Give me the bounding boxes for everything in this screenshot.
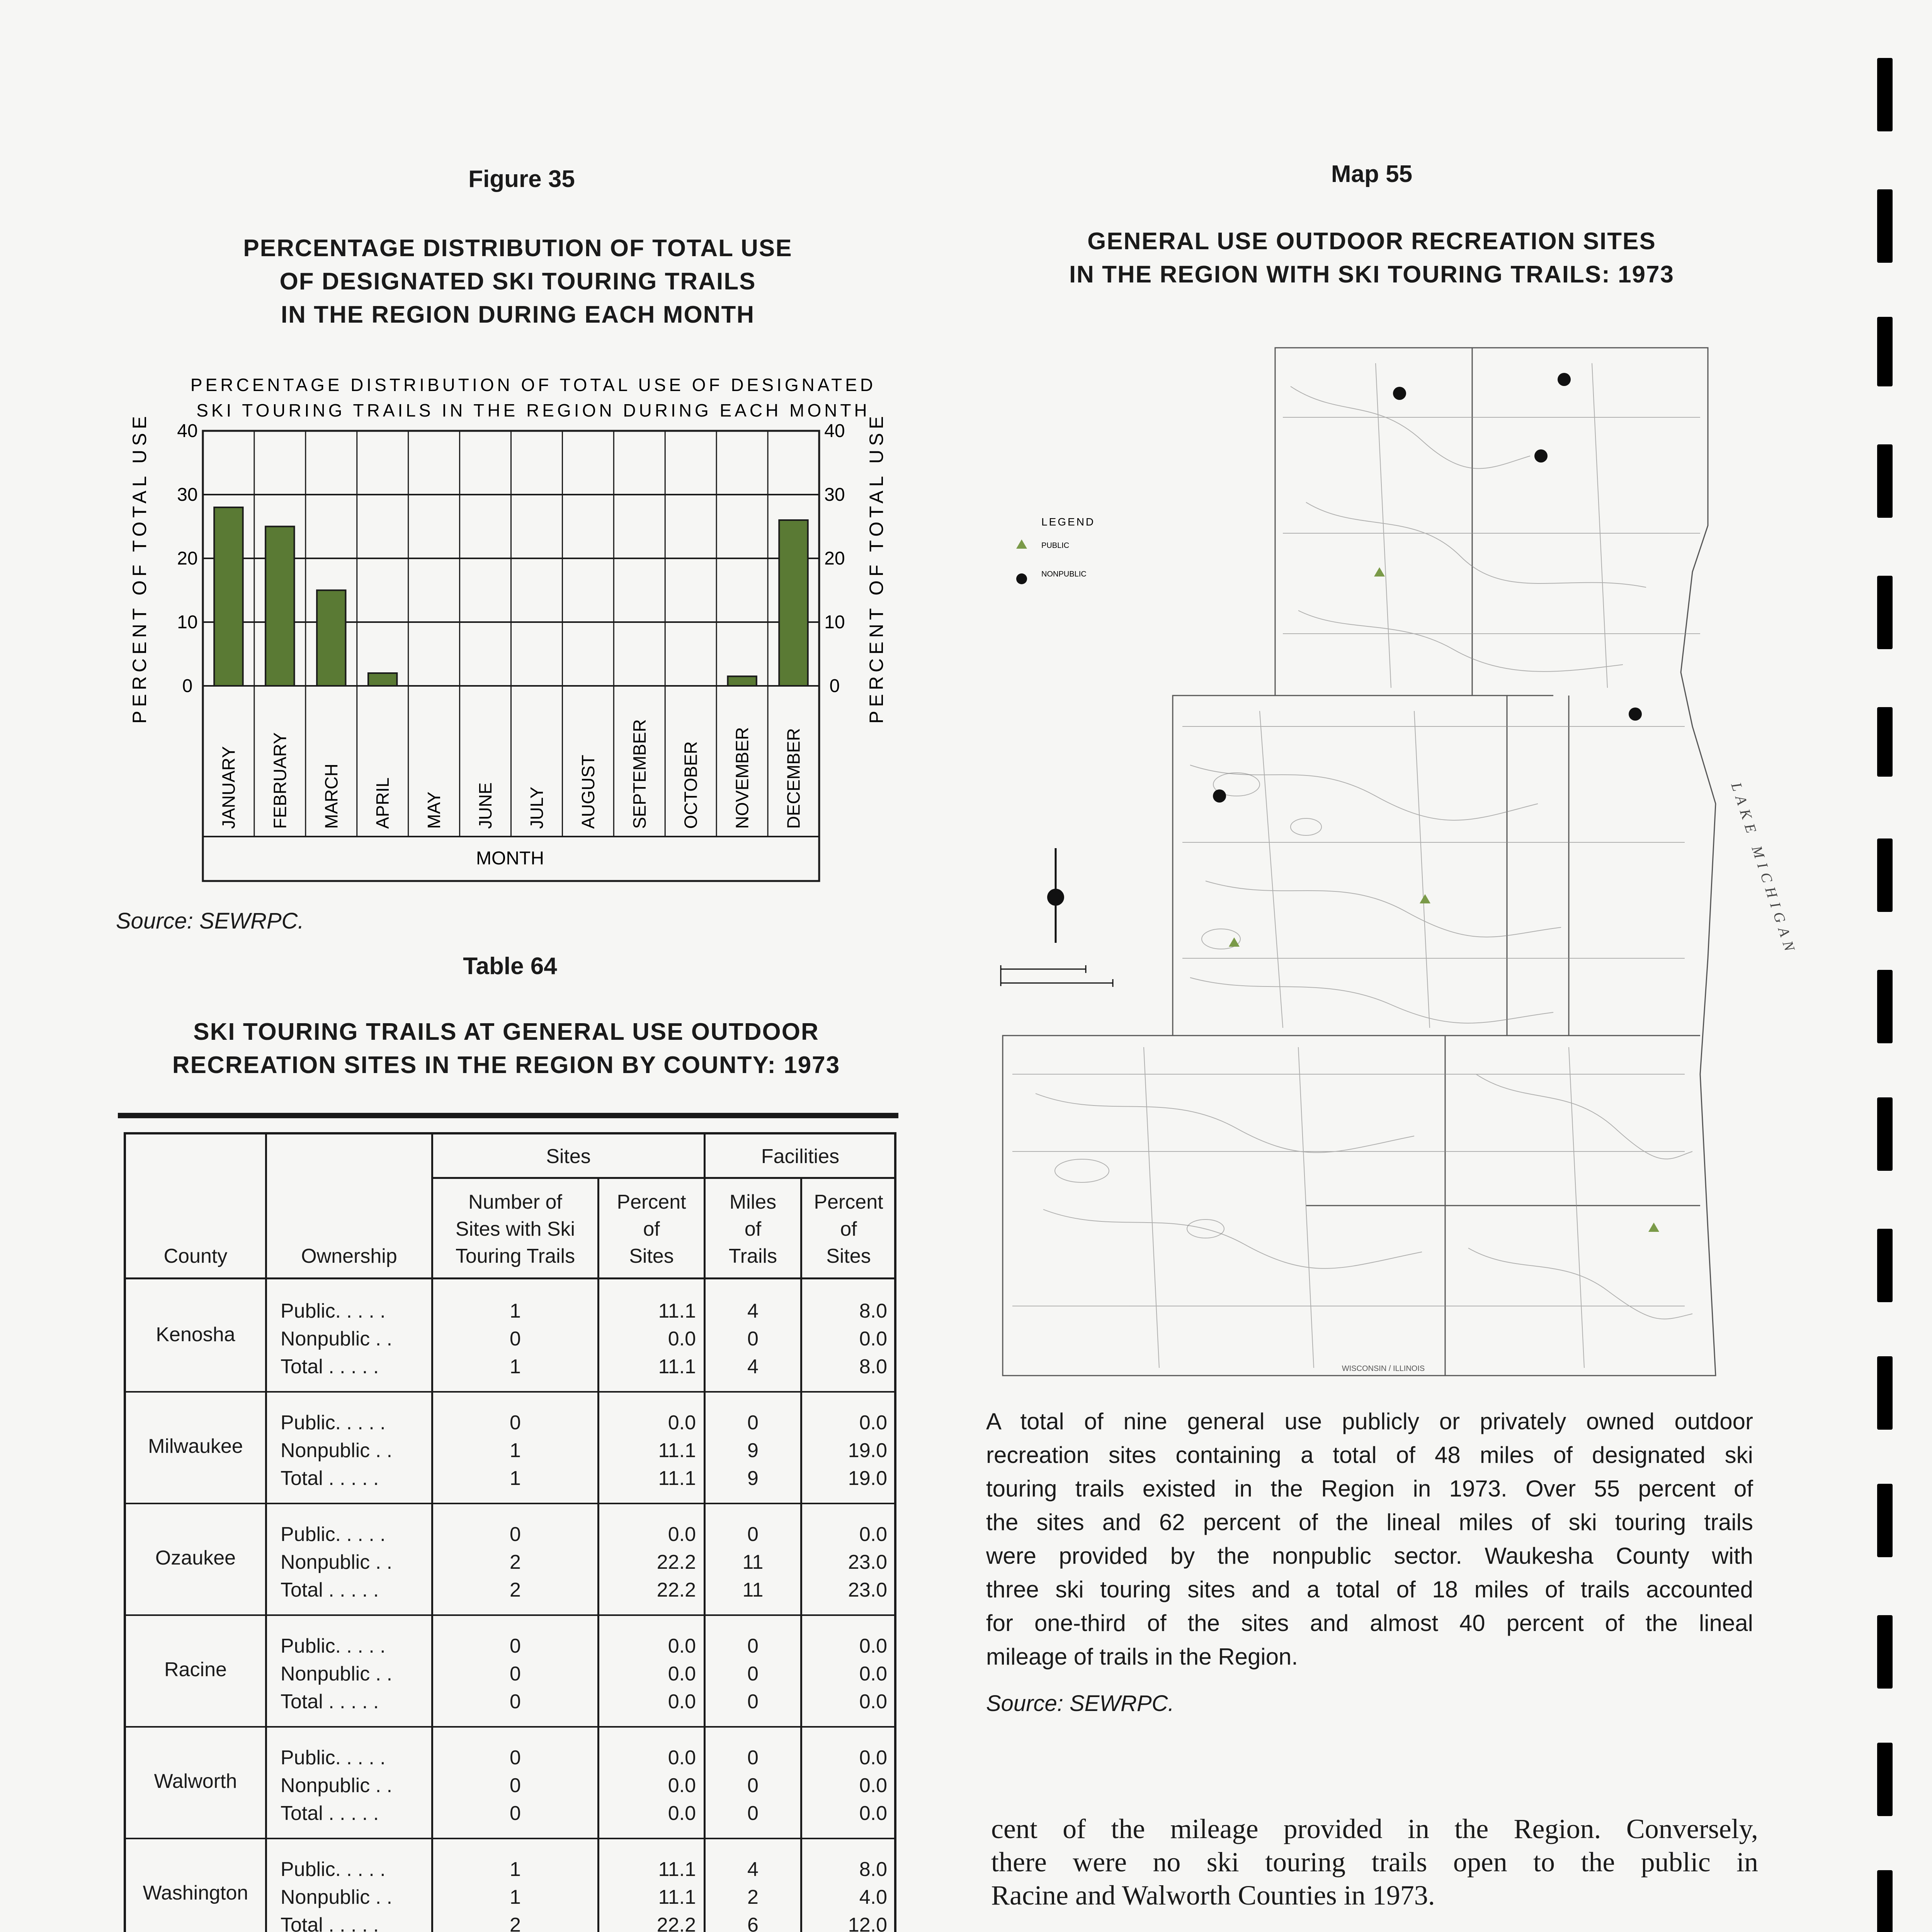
value-cell: 9 xyxy=(747,1439,759,1462)
x-tick-label: APRIL xyxy=(372,777,393,829)
bar-chart xyxy=(116,367,927,889)
value-cell: 8.0 xyxy=(859,1858,887,1881)
y-tick-label: 20 xyxy=(824,548,845,569)
binding-mark xyxy=(1877,189,1893,263)
value-cell: 0 xyxy=(510,1774,521,1797)
value-cell: 22.2 xyxy=(656,1914,696,1932)
bar-november xyxy=(728,676,756,686)
figure-label: Figure 35 xyxy=(468,166,575,192)
binding-mark xyxy=(1877,58,1893,131)
graphic-scale xyxy=(1001,965,1113,987)
legend-public-symbol xyxy=(1016,539,1027,549)
map-text-line: mileage of trails in the Region. xyxy=(986,1644,1298,1670)
value-cell: 6 xyxy=(747,1914,759,1932)
header-line: Sites with Ski xyxy=(455,1218,575,1240)
value-cell: 0.0 xyxy=(668,1412,696,1434)
value-cell: 11.1 xyxy=(658,1439,696,1462)
legend-title: LEGEND xyxy=(1041,516,1095,528)
ownership-cell: Public. . . . . xyxy=(281,1635,386,1657)
ownership-cell: Public. . . . . xyxy=(281,1300,386,1322)
bar-april xyxy=(368,673,397,686)
value-cell: 0.0 xyxy=(859,1663,887,1685)
value-cell: 0.0 xyxy=(859,1328,887,1350)
header-line: Percent xyxy=(617,1191,686,1213)
nonpublic-site-marker xyxy=(1558,373,1571,386)
value-cell: 11.1 xyxy=(658,1858,696,1881)
value-cell: 0 xyxy=(510,1635,521,1657)
value-cell: 0.0 xyxy=(859,1523,887,1546)
value-cell: 0 xyxy=(747,1747,759,1769)
binding-mark xyxy=(1877,1870,1893,1932)
y-tick-label: 0 xyxy=(182,676,193,696)
value-cell: 0 xyxy=(510,1663,521,1685)
header-line: Trails xyxy=(728,1245,777,1267)
value-cell: 1 xyxy=(510,1467,521,1490)
value-cell: 0.0 xyxy=(668,1635,696,1657)
value-cell: 11 xyxy=(742,1551,764,1573)
value-cell: 23.0 xyxy=(848,1579,887,1601)
map-detail-lines xyxy=(1012,363,1700,1368)
map-text-line: for one-third of the sites and almost 40 percent of the lineal xyxy=(986,1610,1753,1636)
nonpublic-site-marker xyxy=(1629,707,1642,721)
value-cell: 0 xyxy=(747,1690,759,1713)
binding-mark xyxy=(1877,1097,1893,1171)
group-divider xyxy=(126,1614,895,1616)
value-cell: 0.0 xyxy=(668,1802,696,1825)
group-divider xyxy=(126,1838,895,1839)
bar-february xyxy=(265,527,294,686)
figure-title xyxy=(116,232,920,332)
body-line: Racine and Walworth Counties in 1973. xyxy=(991,1880,1435,1911)
value-cell: 0.0 xyxy=(668,1663,696,1685)
value-cell: 2 xyxy=(510,1551,521,1573)
header-percent-facilities xyxy=(802,1189,895,1270)
map-title-line: GENERAL USE OUTDOOR RECREATION SITES xyxy=(1087,228,1656,255)
ownership-cell: Nonpublic . . xyxy=(281,1551,393,1573)
value-cell: 0 xyxy=(510,1328,521,1350)
y-tick-label: 40 xyxy=(824,421,845,441)
lake-label: LAKE MICHIGAN xyxy=(1728,780,1799,958)
header-facilities: Facilities xyxy=(761,1145,840,1168)
header-miles xyxy=(706,1189,800,1270)
binding-mark xyxy=(1877,1743,1893,1816)
map-text-line: touring trails existed in the Region in 1973. Over 55 percent of xyxy=(986,1476,1753,1502)
ski-touring-table xyxy=(124,1132,896,1932)
ownership-cell: Total . . . . . xyxy=(281,1914,379,1932)
header-line: Number of xyxy=(468,1191,562,1213)
map-title xyxy=(989,225,1754,291)
ownership-cell: Public. . . . . xyxy=(281,1858,386,1881)
group-divider xyxy=(126,1503,895,1504)
header-sites: Sites xyxy=(546,1145,591,1168)
north-arrow xyxy=(1047,848,1064,943)
value-cell: 0.0 xyxy=(668,1328,696,1350)
header-county: County xyxy=(163,1245,228,1267)
figure-title-line: PERCENTAGE DISTRIBUTION OF TOTAL USE xyxy=(243,235,793,262)
figure-title-line: OF DESIGNATED SKI TOURING TRAILS xyxy=(279,268,756,295)
binding-mark xyxy=(1877,576,1893,649)
x-tick-label: JUNE xyxy=(475,782,496,829)
header-ownership: Ownership xyxy=(301,1245,397,1267)
value-cell: 2 xyxy=(510,1914,521,1932)
value-cell: 11.1 xyxy=(658,1467,696,1490)
value-cell: 19.0 xyxy=(848,1439,887,1462)
binding-mark xyxy=(1877,1229,1893,1302)
map-text-line: three ski touring sites and a total of 18 miles of trails accounted xyxy=(986,1577,1753,1602)
x-tick-label: MAY xyxy=(424,791,444,829)
figure-source: Source: SEWRPC. xyxy=(116,908,304,934)
public-site-marker xyxy=(1648,1223,1659,1232)
nonpublic-sites xyxy=(1213,373,1642,803)
ownership-cell: Total . . . . . xyxy=(281,1690,379,1713)
group-divider xyxy=(126,1726,895,1728)
header-line: Touring Trails xyxy=(455,1245,575,1267)
ownership-cell: Total . . . . . xyxy=(281,1467,379,1490)
value-cell: 8.0 xyxy=(859,1300,887,1322)
legend-nonpublic-label: NONPUBLIC xyxy=(1041,570,1087,578)
value-cell: 1 xyxy=(510,1439,521,1462)
value-cell: 0 xyxy=(747,1635,759,1657)
value-cell: 0.0 xyxy=(859,1747,887,1769)
ownership-cell: Public. . . . . xyxy=(281,1523,386,1546)
ownership-cell: Total . . . . . xyxy=(281,1802,379,1825)
binding-mark xyxy=(1877,1484,1893,1557)
value-cell: 1 xyxy=(510,1300,521,1322)
bar-december xyxy=(779,520,808,686)
value-cell: 1 xyxy=(510,1858,521,1881)
ownership-cell: Total . . . . . xyxy=(281,1355,379,1378)
value-cell: 4 xyxy=(747,1858,759,1881)
x-tick-label: SEPTEMBER xyxy=(629,719,650,829)
ownership-cell: Nonpublic . . xyxy=(281,1774,393,1797)
x-tick-label: OCTOBER xyxy=(680,741,701,829)
legend-nonpublic-symbol xyxy=(1016,573,1027,584)
table-title-line: RECREATION SITES IN THE REGION BY COUNTY: 1973 xyxy=(172,1052,840,1078)
header-line: of xyxy=(744,1218,762,1240)
value-cell: 0 xyxy=(747,1412,759,1434)
value-cell: 2 xyxy=(747,1886,759,1908)
chart-gridlines xyxy=(203,431,819,881)
figure-title-line: IN THE REGION DURING EACH MONTH xyxy=(281,301,755,328)
x-axis-label: MONTH xyxy=(476,848,544,869)
group-divider xyxy=(126,1391,895,1393)
ownership-cell: Nonpublic . . xyxy=(281,1328,393,1350)
body-line: cent of the mileage provided in the Region. Conversely, xyxy=(991,1813,1758,1844)
value-cell: 0 xyxy=(510,1747,521,1769)
value-cell: 0.0 xyxy=(859,1802,887,1825)
value-cell: 11 xyxy=(742,1579,764,1601)
x-tick-label: NOVEMBER xyxy=(732,727,752,829)
nonpublic-site-marker xyxy=(1534,449,1548,463)
header-line: Sites xyxy=(629,1245,674,1267)
legend-public-label: PUBLIC xyxy=(1041,541,1070,550)
table-title-line: SKI TOURING TRAILS AT GENERAL USE OUTDOOR xyxy=(193,1019,819,1045)
x-tick-label: JANUARY xyxy=(218,746,239,829)
nonpublic-site-marker xyxy=(1213,789,1226,803)
county-name: Ozaukee xyxy=(155,1547,236,1569)
public-site-marker xyxy=(1229,937,1240,947)
table-title xyxy=(108,1015,904,1082)
value-cell: 0.0 xyxy=(859,1774,887,1797)
value-cell: 4.0 xyxy=(859,1886,887,1908)
ownership-cell: Public. . . . . xyxy=(281,1412,386,1434)
map-text-line: were provided by the nonpublic sector. Waukesha County with xyxy=(986,1543,1753,1569)
value-cell: 11.1 xyxy=(658,1300,696,1322)
ownership-cell: Public. . . . . xyxy=(281,1747,386,1769)
ownership-cell: Nonpublic . . xyxy=(281,1439,393,1462)
value-cell: 0 xyxy=(510,1412,521,1434)
y-tick-label: 30 xyxy=(824,485,845,505)
table-rule xyxy=(118,1113,898,1118)
binding-mark xyxy=(1877,1615,1893,1689)
map-text-line: the sites and 62 percent of the lineal miles of ski touring trails xyxy=(986,1509,1753,1535)
value-cell: 11.1 xyxy=(658,1355,696,1378)
public-site-marker xyxy=(1420,894,1430,903)
county-name: Racine xyxy=(164,1658,227,1681)
header-line: Miles xyxy=(729,1191,777,1213)
value-cell: 0 xyxy=(510,1690,521,1713)
value-cell: 19.0 xyxy=(848,1467,887,1490)
row-divider xyxy=(126,1277,895,1279)
county-name: Kenosha xyxy=(156,1323,235,1346)
ownership-cell: Nonpublic . . xyxy=(281,1886,393,1908)
value-cell: 4 xyxy=(747,1355,759,1378)
y-axis-label-right: PERCENT OF TOTAL USE xyxy=(866,412,887,724)
chart-title-line: SKI TOURING TRAILS IN THE REGION DURING EACH MONTH xyxy=(196,400,870,420)
x-tick-label: DECEMBER xyxy=(783,728,804,829)
y-tick-label: 20 xyxy=(177,548,198,569)
value-cell: 0 xyxy=(747,1328,759,1350)
map-text-line: A total of nine general use publicly or privately owned outdoor xyxy=(986,1408,1753,1434)
value-cell: 0.0 xyxy=(859,1412,887,1434)
county-name: Washington xyxy=(143,1882,248,1904)
value-cell: 23.0 xyxy=(848,1551,887,1573)
y-tick-label: 10 xyxy=(824,612,845,633)
nonpublic-site-marker xyxy=(1393,387,1406,400)
binding-mark xyxy=(1877,444,1893,518)
row-divider xyxy=(431,1177,895,1179)
bar-march xyxy=(317,590,345,686)
value-cell: 0 xyxy=(510,1523,521,1546)
county-name: Walworth xyxy=(154,1770,237,1793)
bar-january xyxy=(214,507,243,686)
chart-title-line: PERCENTAGE DISTRIBUTION OF TOTAL USE OF DESIGNATED xyxy=(190,375,876,395)
x-tick-label: FEBRUARY xyxy=(270,732,290,829)
body-paragraph-1 xyxy=(991,1812,1758,1912)
x-tick-label: AUGUST xyxy=(578,755,598,829)
map-text-line: recreation sites containing a total of 48 miles of designated ski xyxy=(986,1442,1753,1468)
map-source: Source: SEWRPC. xyxy=(986,1691,1174,1716)
value-cell: 0.0 xyxy=(859,1635,887,1657)
value-cell: 0 xyxy=(747,1523,759,1546)
value-cell: 0 xyxy=(747,1663,759,1685)
value-cell: 22.2 xyxy=(656,1551,696,1573)
value-cell: 2 xyxy=(510,1579,521,1601)
value-cell: 1 xyxy=(510,1886,521,1908)
header-number-of-sites xyxy=(433,1189,597,1270)
value-cell: 22.2 xyxy=(656,1579,696,1601)
state-line-label: WISCONSIN / ILLINOIS xyxy=(1342,1364,1425,1373)
value-cell: 0.0 xyxy=(668,1523,696,1546)
value-cell: 8.0 xyxy=(859,1355,887,1378)
header-line: of xyxy=(840,1218,857,1240)
value-cell: 12.0 xyxy=(848,1914,887,1932)
map-title-line: IN THE REGION WITH SKI TOURING TRAILS: 1973 xyxy=(1069,261,1675,288)
value-cell: 0 xyxy=(747,1774,759,1797)
value-cell: 0 xyxy=(510,1802,521,1825)
binding-mark xyxy=(1877,970,1893,1043)
x-tick-label: JULY xyxy=(526,786,547,829)
binding-mark xyxy=(1877,317,1893,386)
ownership-cell: Nonpublic . . xyxy=(281,1663,393,1685)
value-cell: 0 xyxy=(747,1802,759,1825)
y-tick-label: 10 xyxy=(177,612,198,633)
map-label: Map 55 xyxy=(1331,161,1413,187)
map-description xyxy=(986,1405,1753,1673)
value-cell: 0.0 xyxy=(668,1747,696,1769)
body-line: there were no ski touring trails open to the public in xyxy=(991,1847,1758,1878)
value-cell: 1 xyxy=(510,1355,521,1378)
public-sites xyxy=(1229,567,1659,1232)
county-name: Milwaukee xyxy=(148,1435,243,1458)
header-line: of xyxy=(643,1218,660,1240)
value-cell: 11.1 xyxy=(658,1886,696,1908)
y-ticks-left xyxy=(177,421,197,696)
value-cell: 0.0 xyxy=(859,1690,887,1713)
public-site-marker xyxy=(1374,567,1385,577)
table-label: Table 64 xyxy=(463,953,557,980)
y-tick-label: 40 xyxy=(177,421,198,441)
y-axis-label-left: PERCENT OF TOTAL USE xyxy=(129,412,150,724)
binding-mark xyxy=(1877,1356,1893,1430)
value-cell: 4 xyxy=(747,1300,759,1322)
y-ticks-right xyxy=(824,421,845,696)
x-tick-label: MARCH xyxy=(321,764,342,829)
ownership-cell: Total . . . . . xyxy=(281,1579,379,1601)
header-line: Percent xyxy=(814,1191,883,1213)
value-cell: 9 xyxy=(747,1467,759,1490)
binding-mark xyxy=(1877,838,1893,912)
value-cell: 0.0 xyxy=(668,1690,696,1713)
region-map xyxy=(989,340,1799,1383)
header-line: Sites xyxy=(826,1245,871,1267)
value-cell: 0.0 xyxy=(668,1774,696,1797)
binding-mark xyxy=(1877,707,1893,777)
header-percent-sites xyxy=(599,1189,704,1270)
y-tick-label: 30 xyxy=(177,485,198,505)
y-tick-label: 0 xyxy=(829,676,840,696)
